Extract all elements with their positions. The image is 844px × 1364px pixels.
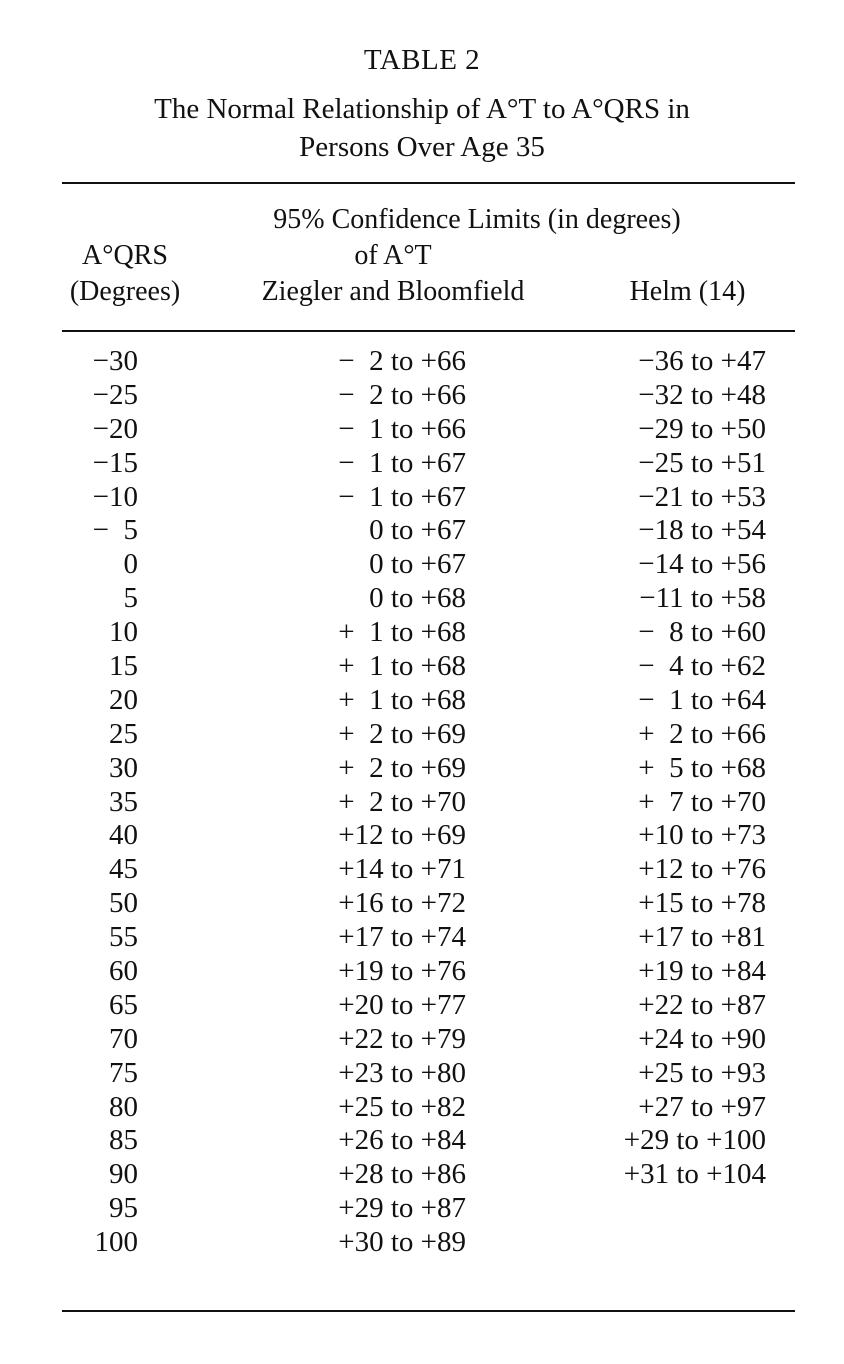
table-row — [0, 989, 844, 1023]
cell-aqrs: 60 — [109, 955, 138, 988]
table-row — [0, 1057, 844, 1091]
cell-helm: −18 to +54 — [638, 514, 766, 547]
table-row — [0, 786, 844, 820]
cell-helm: +24 to +90 — [638, 1022, 766, 1055]
table-row — [0, 853, 844, 887]
cell-aqrs: 70 — [109, 1022, 138, 1055]
cell-helm: +17 to +81 — [638, 921, 766, 954]
table-body — [0, 345, 844, 1260]
table-row — [0, 650, 844, 684]
table-row — [0, 481, 844, 515]
table-row — [0, 752, 844, 786]
cell-aqrs: 15 — [109, 650, 138, 683]
header-ziegler-bloomfield: Ziegler and Bloomfield — [261, 276, 525, 307]
cell-helm: +22 to +87 — [638, 988, 766, 1021]
table-row — [0, 379, 844, 413]
header-helm: Helm (14) — [629, 276, 746, 307]
cell-helm: +31 to +104 — [623, 1158, 766, 1191]
cell-helm: −11 to +58 — [639, 582, 766, 615]
cell-aqrs: 5 — [123, 582, 138, 615]
cell-aqrs: −15 — [92, 446, 138, 479]
cell-aqrs: −30 — [92, 345, 138, 377]
cell-ziegler-bloomfield: +30 to +89 — [338, 1226, 466, 1259]
cell-helm: +25 to +93 — [638, 1056, 766, 1089]
cell-aqrs: −10 — [92, 480, 138, 513]
table-row — [0, 887, 844, 921]
cell-aqrs: −20 — [92, 412, 138, 445]
cell-aqrs: −25 — [92, 378, 138, 411]
top-rule — [62, 182, 795, 184]
cell-helm: +15 to +78 — [638, 887, 766, 920]
table-row — [0, 1124, 844, 1158]
cell-helm: +19 to +84 — [638, 955, 766, 988]
cell-ziegler-bloomfield: + 1 to +68 — [338, 650, 466, 683]
header-confidence-limits: 95% Confidence Limits (in degrees) — [273, 204, 681, 235]
cell-ziegler-bloomfield: + 2 to +70 — [338, 785, 466, 818]
table-row — [0, 345, 844, 379]
table-row — [0, 514, 844, 548]
header-aqrs: A°QRS — [82, 240, 168, 271]
cell-helm: −32 to +48 — [638, 378, 766, 411]
cell-ziegler-bloomfield: +12 to +69 — [338, 819, 466, 852]
header-of-at: of A°T — [354, 240, 432, 271]
cell-ziegler-bloomfield: +28 to +86 — [338, 1158, 466, 1191]
cell-ziegler-bloomfield: + 1 to +68 — [338, 683, 466, 716]
cell-helm: − 4 to +62 — [638, 650, 766, 683]
table-row — [0, 819, 844, 853]
table-row — [0, 1226, 844, 1260]
cell-aqrs: 40 — [109, 819, 138, 852]
cell-aqrs: 75 — [109, 1056, 138, 1089]
cell-ziegler-bloomfield: 0 to +68 — [369, 582, 466, 615]
cell-aqrs: − 5 — [92, 514, 138, 547]
cell-ziegler-bloomfield: − 1 to +67 — [338, 480, 466, 513]
table-subtitle-line1: The Normal Relationship of A°T to A°QRS in — [154, 93, 690, 125]
table-row — [0, 1091, 844, 1125]
header-rule — [62, 330, 795, 332]
table-row — [0, 548, 844, 582]
cell-ziegler-bloomfield: 0 to +67 — [369, 514, 466, 547]
cell-aqrs: 50 — [109, 887, 138, 920]
cell-helm: − 1 to +64 — [638, 683, 766, 716]
cell-ziegler-bloomfield: +17 to +74 — [338, 921, 466, 954]
cell-aqrs: 95 — [109, 1192, 138, 1225]
cell-aqrs: 10 — [109, 616, 138, 649]
table-row — [0, 955, 844, 989]
cell-helm: − 8 to +60 — [638, 616, 766, 649]
table-row — [0, 616, 844, 650]
cell-aqrs: 100 — [94, 1226, 138, 1259]
cell-aqrs: 35 — [109, 785, 138, 818]
cell-ziegler-bloomfield: − 1 to +66 — [338, 412, 466, 445]
cell-helm: −14 to +56 — [638, 548, 766, 581]
table-row — [0, 1192, 844, 1226]
cell-helm: +27 to +97 — [638, 1090, 766, 1123]
cell-ziegler-bloomfield: +16 to +72 — [338, 887, 466, 920]
table-row — [0, 582, 844, 616]
cell-aqrs: 0 — [123, 548, 138, 581]
cell-ziegler-bloomfield: +23 to +80 — [338, 1056, 466, 1089]
table-row — [0, 718, 844, 752]
cell-aqrs: 45 — [109, 853, 138, 886]
cell-ziegler-bloomfield: +20 to +77 — [338, 988, 466, 1021]
cell-ziegler-bloomfield: − 2 to +66 — [338, 378, 466, 411]
table-row — [0, 447, 844, 481]
cell-helm: −25 to +51 — [638, 446, 766, 479]
cell-helm: −36 to +47 — [638, 345, 766, 377]
cell-ziegler-bloomfield: +19 to +76 — [338, 955, 466, 988]
cell-ziegler-bloomfield: +14 to +71 — [338, 853, 466, 886]
cell-ziegler-bloomfield: +22 to +79 — [338, 1022, 466, 1055]
cell-aqrs: 30 — [109, 751, 138, 784]
table-row — [0, 684, 844, 718]
cell-ziegler-bloomfield: +25 to +82 — [338, 1090, 466, 1123]
cell-aqrs: 25 — [109, 717, 138, 750]
cell-helm: −21 to +53 — [638, 480, 766, 513]
cell-aqrs: 90 — [109, 1158, 138, 1191]
table-row — [0, 921, 844, 955]
cell-aqrs: 80 — [109, 1090, 138, 1123]
cell-helm: + 5 to +68 — [638, 751, 766, 784]
cell-ziegler-bloomfield: 0 to +67 — [369, 548, 466, 581]
cell-helm: −29 to +50 — [638, 412, 766, 445]
cell-aqrs: 55 — [109, 921, 138, 954]
cell-ziegler-bloomfield: + 1 to +68 — [338, 616, 466, 649]
cell-aqrs: 85 — [109, 1124, 138, 1157]
bottom-rule — [62, 1310, 795, 1312]
cell-helm: +12 to +76 — [638, 853, 766, 886]
cell-aqrs: 65 — [109, 988, 138, 1021]
cell-ziegler-bloomfield: − 1 to +67 — [338, 446, 466, 479]
cell-helm: + 2 to +66 — [638, 717, 766, 750]
cell-ziegler-bloomfield: + 2 to +69 — [338, 717, 466, 750]
cell-ziegler-bloomfield: +29 to +87 — [338, 1192, 466, 1225]
cell-helm: +10 to +73 — [638, 819, 766, 852]
cell-helm: + 7 to +70 — [638, 785, 766, 818]
table-row — [0, 1023, 844, 1057]
table-row — [0, 1158, 844, 1192]
cell-helm: +29 to +100 — [623, 1124, 766, 1157]
cell-ziegler-bloomfield: +26 to +84 — [338, 1124, 466, 1157]
cell-ziegler-bloomfield: − 2 to +66 — [338, 345, 466, 377]
header-degrees: (Degrees) — [69, 276, 181, 307]
table-row — [0, 413, 844, 447]
table-title: TABLE 2 — [363, 44, 481, 76]
table-subtitle-line2: Persons Over Age 35 — [299, 131, 545, 163]
cell-ziegler-bloomfield: + 2 to +69 — [338, 751, 466, 784]
cell-aqrs: 20 — [109, 683, 138, 716]
